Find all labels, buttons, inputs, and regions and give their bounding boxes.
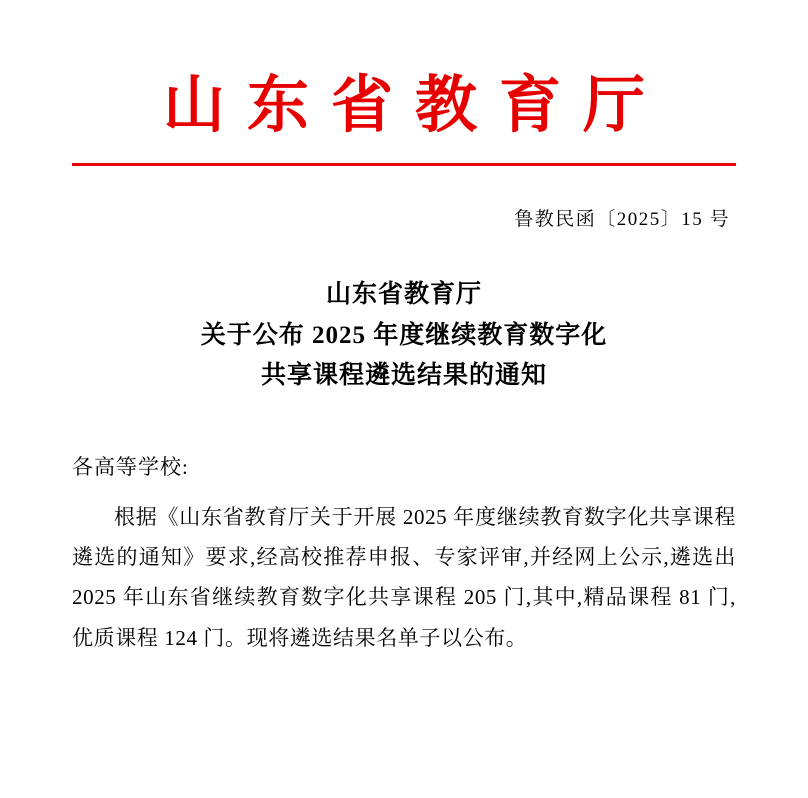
title-line-1: 山东省教育厅 xyxy=(325,281,482,309)
body-paragraph-1: 根据《山东省教育厅关于开展 2025 年度继续教育数字化共享课程遴选的通知》要求,经高校推荐申报、专家评审,并经网上公示,遴选出 2025 年山东省继续教育数字化共享课程 205 门,其中,精品课程 81 门,优质课程 124 门。现将遴选结果名单子以公布。 xyxy=(72,504,736,650)
document-number: 鲁教民函〔2025〕15 号 xyxy=(514,209,730,231)
document-title xyxy=(72,275,736,397)
title-line-3: 共享课程遴选结果的通知 xyxy=(260,362,547,390)
title-line-2: 关于公布 2025 年度继续教育数字化 xyxy=(200,321,608,349)
red-horizontal-rule xyxy=(72,163,736,166)
masthead-title: 山东省教育厅 xyxy=(162,72,667,140)
document-page xyxy=(0,74,808,798)
salutation: 各高等学校: xyxy=(72,454,189,479)
